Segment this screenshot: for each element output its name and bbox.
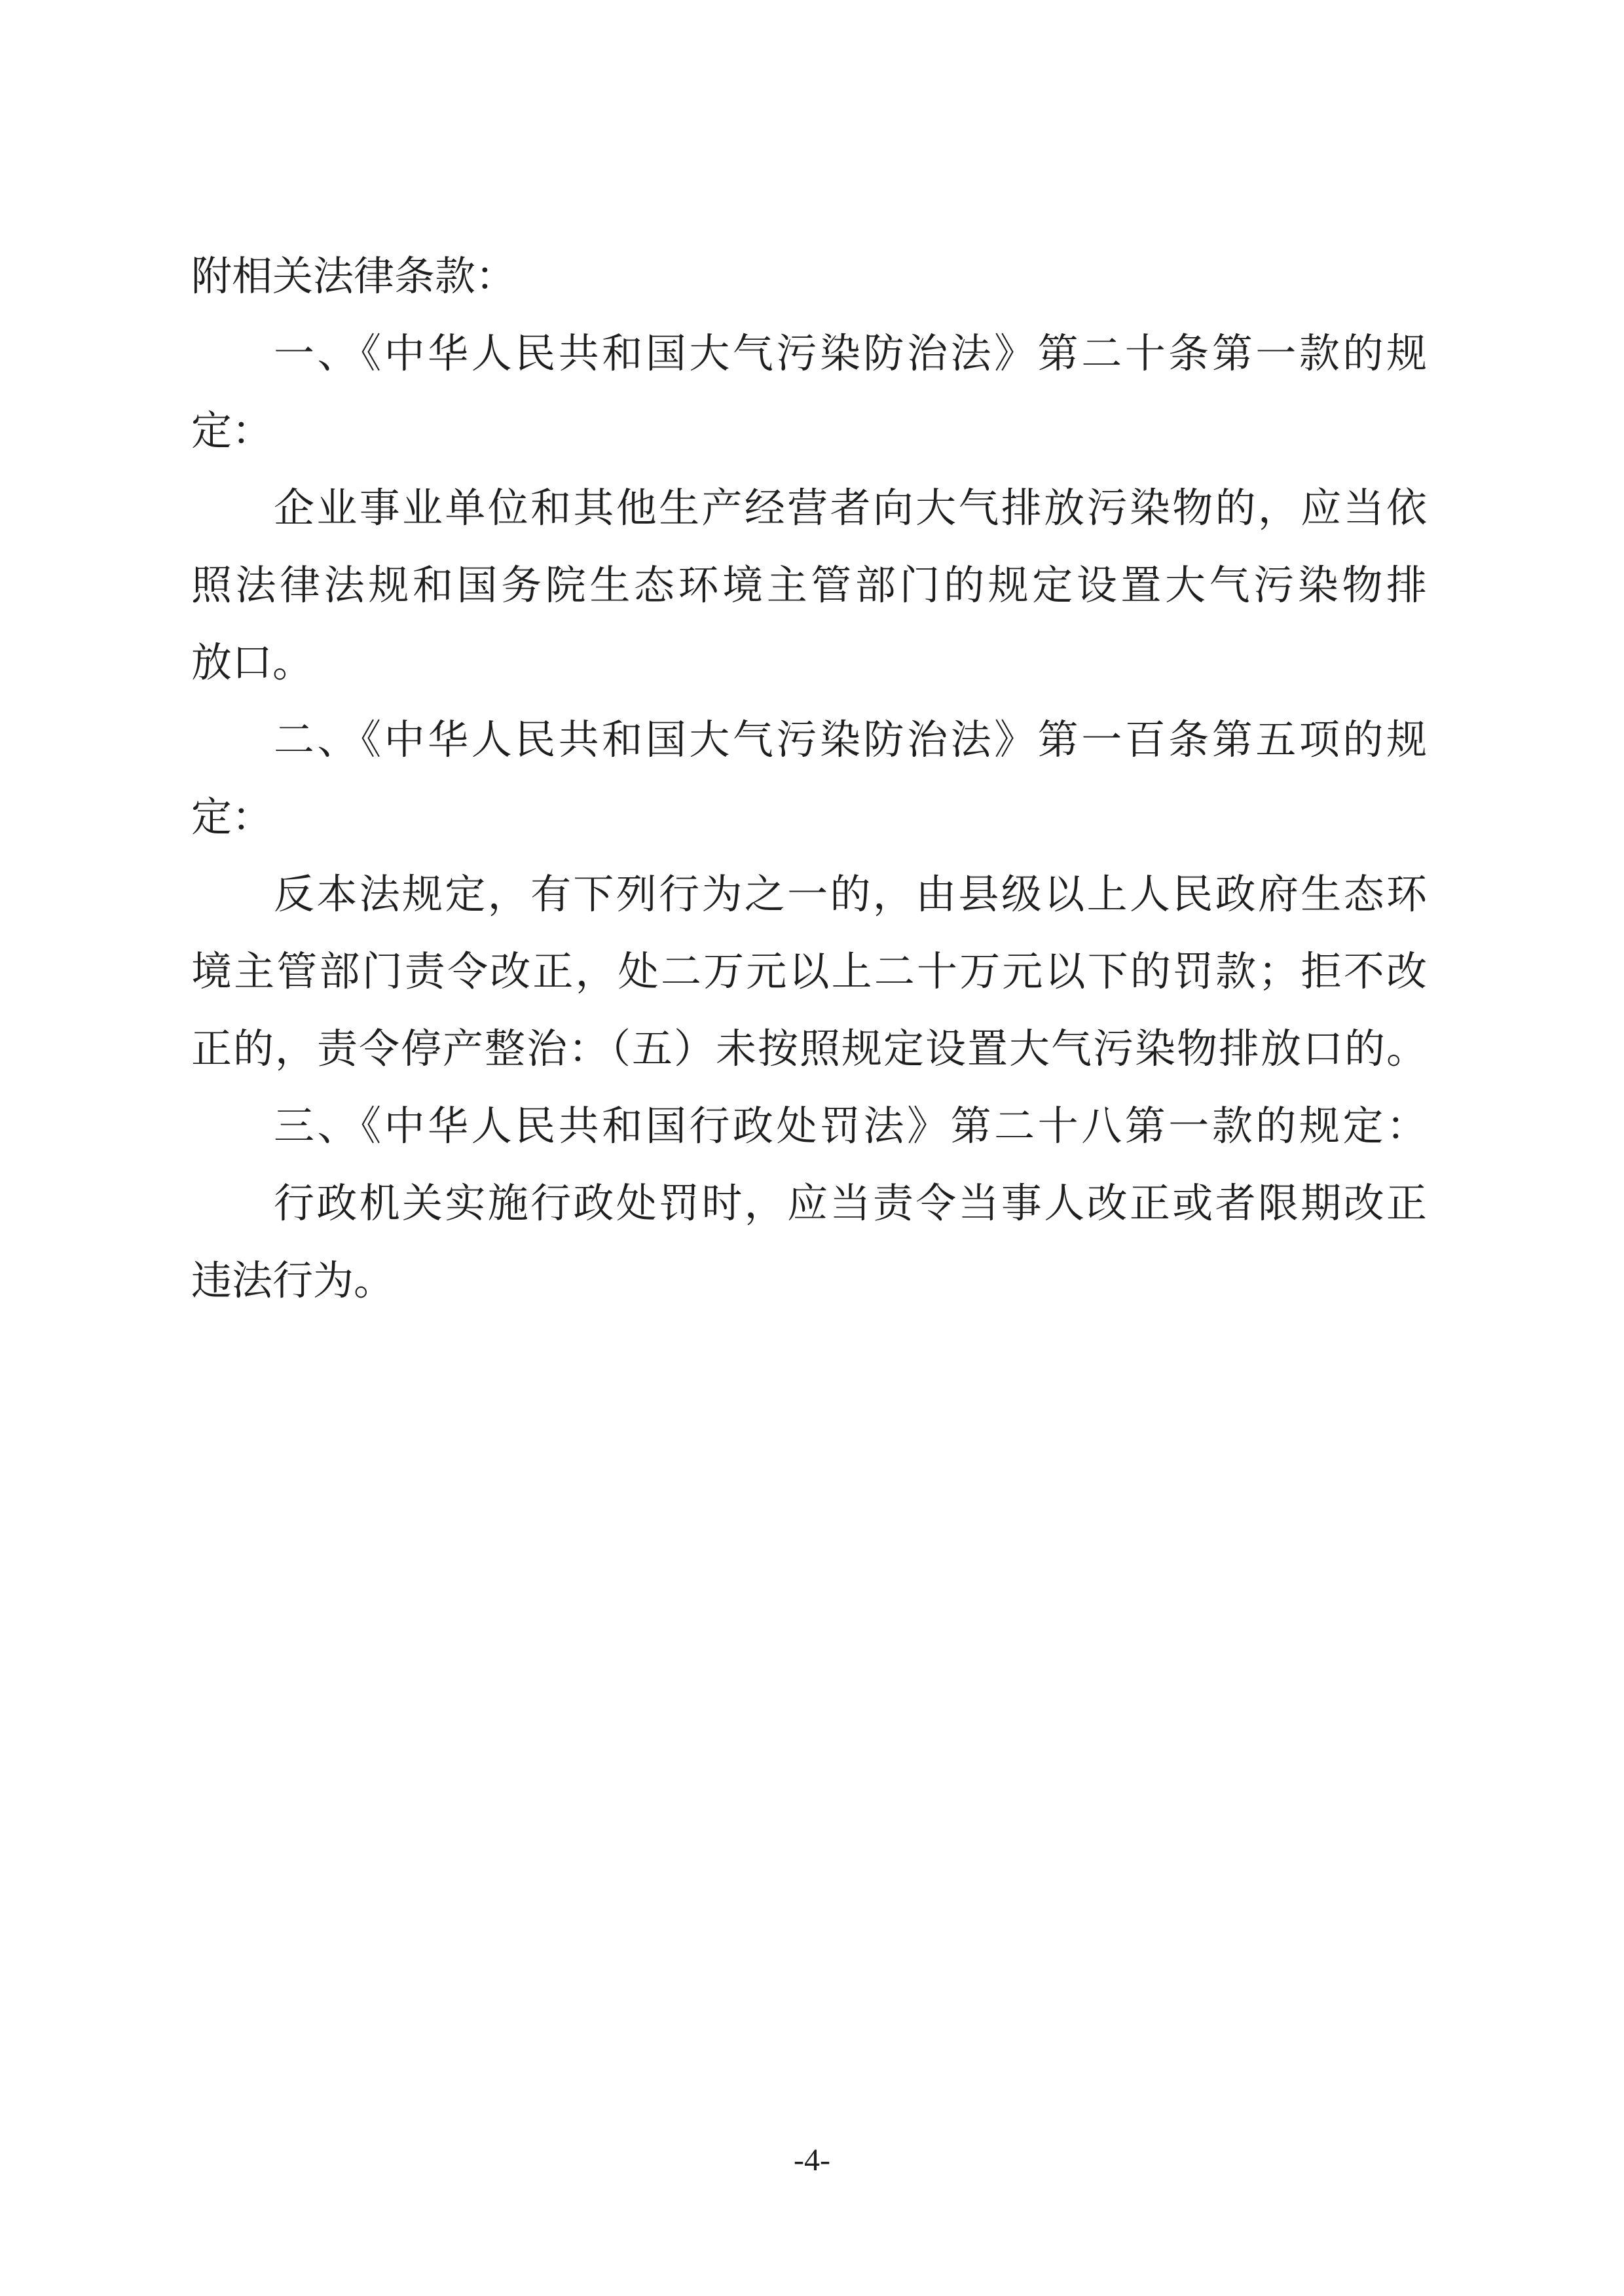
article-1-title-line-1: 一、《中华人民共和国大气污染防治法》第二十条第一款的规 [274, 329, 1427, 377]
article-3-title-line-1: 三、《中华人民共和国行政处罚法》第二十八第一款的规定： [274, 1102, 1427, 1150]
article-2 [191, 701, 1427, 1087]
article-1 [191, 315, 1427, 701]
article-2-title-line-2: 定： [191, 793, 273, 841]
page-number: -4- [794, 2143, 830, 2178]
article-2-body [191, 856, 1427, 1087]
article-2-title [191, 701, 1427, 856]
article-1-title [191, 315, 1427, 469]
document-page [191, 238, 1427, 1319]
article-3-body [191, 1165, 1427, 1319]
article-2-body-line-1: 反本法规定，有下列行为之一的，由县级以上人民政府生态环 [274, 870, 1427, 918]
article-2-title-line-1: 二、《中华人民共和国大气污染防治法》第一百条第五项的规 [274, 716, 1427, 763]
article-1-body [191, 469, 1427, 701]
heading: 附相关法律条款： [191, 252, 517, 300]
article-2-body-line-2: 境主管部门责令改正，处二万元以上二十万元以下的罚款；拒不改 [191, 947, 1427, 995]
article-3 [191, 1087, 1427, 1319]
article-3-body-line-2: 违法行为。 [191, 1256, 395, 1304]
article-1-body-line-2: 照法律法规和国务院生态环境主管部门的规定设置大气污染物排 [191, 561, 1427, 609]
article-1-title-line-2: 定： [191, 407, 273, 454]
article-3-body-line-1: 行政机关实施行政处罚时，应当责令当事人改正或者限期改正 [274, 1179, 1427, 1227]
article-1-body-line-3: 放口。 [191, 638, 314, 686]
article-3-title [191, 1087, 1427, 1165]
article-1-body-line-1: 企业事业单位和其他生产经营者向大气排放污染物的，应当依 [274, 484, 1427, 532]
article-2-body-line-3: 正的，责令停产整治：（五）未按照规定设置大气污染物排放口的。 [191, 1025, 1427, 1072]
